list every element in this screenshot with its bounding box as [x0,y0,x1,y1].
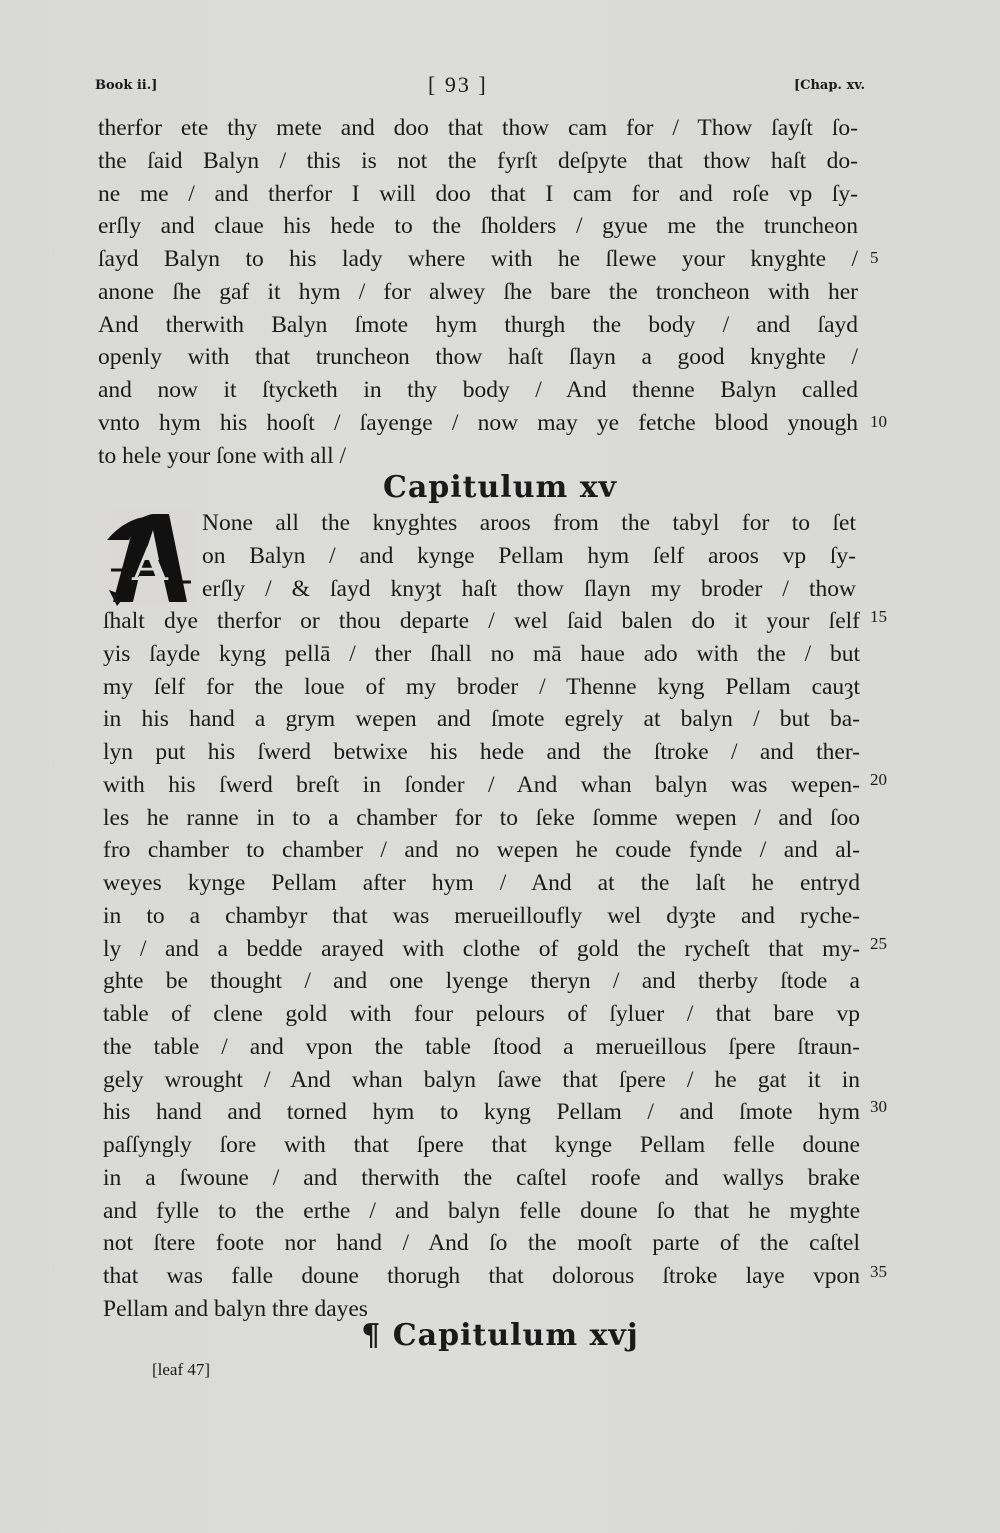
text-line: not ſtere foote nor hand / And ſo the mooſt parte of the caſtel [103,1230,860,1257]
drop-cap-ornament [105,510,195,606]
chapter-heading-xvi: ¶ Capitulum xvj [361,1318,639,1353]
text-line: gely wrought / And whan balyn ſawe that ſpere / he gat it in [103,1066,860,1093]
text-line: erſly and claue his hede to the ſholders / gyue me the truncheon [98,213,858,240]
line-number: 10 [870,412,887,431]
text-line: None all the knyghtes aroos from the tabyl for to ſet [202,510,856,536]
running-head-book: Book ii.] [95,78,158,93]
text-line: that was falle doune thorugh that dolorous ſtroke laye vpon [103,1263,860,1289]
text-line: yis ſayde kyng pellā / ther ſhall no mā haue ado with the / but [103,640,860,667]
running-head-chapter: [Chap. xv. [793,78,865,93]
text-line: anone ſhe gaf it hym / for alwey ſhe bare the troncheon with her [98,278,858,305]
line-number: 20 [870,770,887,789]
chapter-heading-xv: Capitulum xv [382,470,618,505]
text-line: the ſaid Balyn / this is not the fyrſt deſpyte that thow haſt do- [98,147,858,174]
leaf-note: [leaf 47] [152,1360,211,1379]
line-number: 30 [870,1097,887,1116]
text-line: erſly / & ſayd knyȝt haſt thow ſlayn my broder / thow [202,575,856,602]
line-number: 25 [870,934,887,953]
text-line: openly with that truncheon thow haſt ſlayn a good knyghte / [98,344,858,371]
text-line: my ſelf for the loue of my broder / Thenne kyng Pellam cauȝt [103,673,860,700]
text-line: to hele your ſone with all / [98,442,347,469]
drop-cap [105,510,195,606]
text-line: weyes kynge Pellam after hym / And at the laſt he entryd [103,870,860,896]
paragraph-2-indented [202,507,856,605]
text-line: ghte be thought / and one lyenge theryn / and therby ſtode a [103,968,860,995]
paragraph-2 [103,605,860,1326]
text-line: table of clene gold with four pelours of ſyluer / that bare vp [103,1001,860,1027]
page-number: [ 93 ] [428,72,488,97]
line-number: 35 [870,1262,887,1281]
text-line: therfor ete thy mete and doo that thow cam for / Thow ſayſt ſo- [98,115,858,141]
line-number: 5 [870,248,879,267]
text-line: and now it ſtycketh in thy body / And thenne Balyn called [98,377,858,403]
text-line: ſayd Balyn to his lady where with he ſlewe your knyghte / [98,246,858,272]
text-line: ſhalt dye therfor or thou departe / wel ſaid balen do it your ſelf [103,608,860,634]
drop-cap-letter: A [132,537,168,591]
text-line: in a ſwoune / and therwith the caſtel roofe and wallys brake [103,1164,860,1191]
text-line: with his ſwerd breſt in ſonder / And whan balyn was wepen- [103,771,860,798]
text-line: in his hand a grym wepen and ſmote egrely at balyn / but ba- [103,706,860,733]
text-line: les he ranne in to a chamber for to ſeke ſomme wepen / and ſoo [103,804,860,831]
text-line: And therwith Balyn ſmote hym thurgh the body / and ſayd [98,311,858,338]
text-line: ne me / and therfor I will doo that I cam for and roſe vp ſy- [98,180,858,207]
text-line: the table / and vpon the table ſtood a merueillous ſpere ſtraun- [103,1033,860,1060]
text-line: fro chamber to chamber / and no wepen he coude fynde / and al- [103,837,860,864]
line-number: 15 [870,607,887,626]
text-line: paſſyngly ſore with that ſpere that kynge Pellam felle doune [103,1132,860,1158]
paragraph-1 [98,112,858,472]
running-head [95,72,865,102]
text-line: ly / and a bedde arayed with clothe of gold the rycheſt that my- [103,935,860,962]
text-line: in to a chambyr that was merueilloufly wel dyȝte and ryche- [103,902,860,929]
text-line: on Balyn / and kynge Pellam hym ſelf aroos vp ſy- [202,542,856,569]
text-line: and fylle to the erthe / and balyn felle doune ſo that he myghte [103,1197,860,1224]
text-line: lyn put his ſwerd betwixe his hede and the ſtroke / and ther- [103,739,860,765]
text-line: his hand and torned hym to kyng Pellam / and ſmote hym [103,1099,860,1126]
text-line: vnto hym his hooſt / ſayenge / now may ye fetche blood ynough [98,409,858,436]
text-line: Pellam and balyn thre dayes [103,1295,368,1322]
